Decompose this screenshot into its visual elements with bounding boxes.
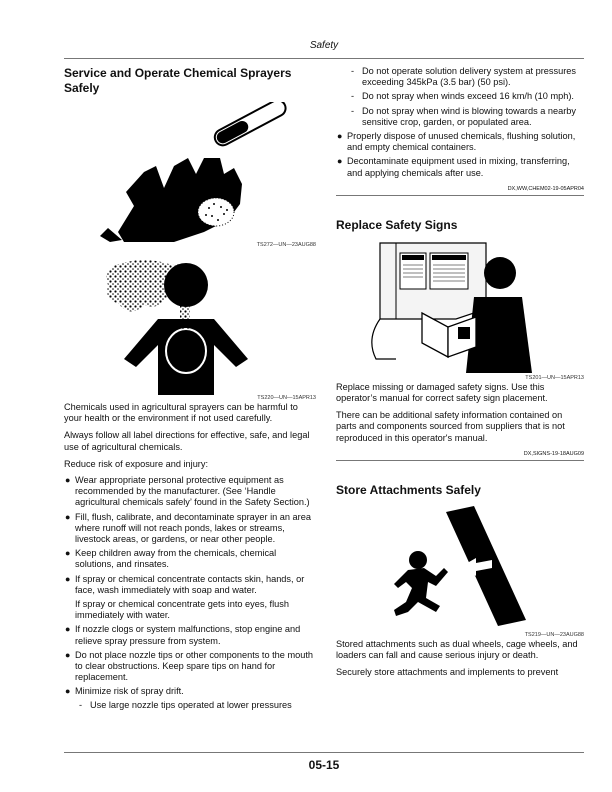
- running-header: Safety: [309, 40, 339, 51]
- page-number: 05-15: [308, 758, 340, 772]
- bullet-item: ● Keep children away from the chemicals, chemical solutions, and rinsates.: [65, 548, 277, 570]
- inhalation-figure: [64, 255, 316, 402]
- store-attachments-title: Store Attachments Safely: [336, 482, 481, 497]
- safety-signs-title: Replace Safety Signs: [336, 217, 458, 232]
- safety-bullet-list: [64, 475, 316, 711]
- chemical-inhalation-illustration: [64, 255, 316, 395]
- bullet-subparagraph: If spray or chemical concentrate gets into eyes, flush immediately with water.: [75, 599, 289, 621]
- safety-signs-figure: [336, 239, 584, 382]
- body-paragraph: Replace missing or damaged safety signs. Use this operator’s manual for correct safety sign placement.: [336, 381, 548, 404]
- dash-item: - Do not spray when winds exceed 16 km/h (10 mph).: [351, 91, 574, 102]
- bullet-item: ● Wear appropriate personal protective equipment as recommended by the manufacturer. (See ‘Handle agricultural chemicals safely’ found in the Safety Section.): [65, 475, 310, 508]
- falling-attachment-illustration: [336, 502, 584, 632]
- spray-drift-dash-list: [336, 66, 584, 128]
- body-paragraph: There can be additional safety information contained on parts and components sourced from suppliers that is not reproduced in this operator's manual.: [336, 410, 565, 443]
- bullet-item: ● Properly dispose of unused chemicals, flushing solution, and empty chemical containers.: [337, 131, 576, 153]
- bullet-item: ● Minimize risk of spray drift. - Use large nozzle tips operated at lower pressures: [64, 686, 316, 710]
- bullet-item: ● Fill, flush, calibrate, and decontaminate sprayer in an area where runoff will not reach ponds, lakes or streams, livestock areas, or gardens, or near other people.: [65, 511, 311, 545]
- left-column: [64, 66, 316, 714]
- chemical-on-hand-illustration: [64, 102, 316, 242]
- chemical-sprayers-title: Service and Operate Chemical Sprayers Safely: [64, 66, 292, 95]
- figure-code: TS219—UN—23AUG88: [524, 631, 584, 638]
- store-attachments-figure: [336, 502, 584, 639]
- bullet-item: ● Do not place nozzle tips or other components to the mouth to clear obstructions. Keep spare tips on hand for replacement.: [65, 649, 313, 683]
- reading-manual-illustration: [336, 239, 584, 375]
- dash-item: - Do not operate solution delivery system at pressures exceeding 345kPa (3.5 bar) (50 psi).: [351, 66, 576, 88]
- footer-rule: [64, 752, 584, 753]
- dash-item: - Do not spray when wind is blowing towards a nearby sensitive crop, garden, or populated area.: [351, 105, 576, 127]
- body-paragraph: Reduce risk of exposure and injury:: [64, 458, 209, 469]
- figure-code: TS272—UN—23AUG88: [256, 242, 316, 248]
- chemical-hand-figure: [64, 102, 316, 249]
- header-rule: [64, 58, 584, 59]
- disposal-bullet-list: [336, 131, 584, 179]
- dash-item: - Use large nozzle tips operated at lower pressures: [79, 699, 292, 710]
- body-paragraph: Always follow all label directions for effective, safe, and legal use of agricultural chemicals.: [64, 430, 310, 452]
- body-paragraph: Stored attachments such as dual wheels, cage wheels, and loaders can fall and cause serious injury or death.: [336, 638, 578, 661]
- bullet-item: ● Decontaminate equipment used in mixing, transferring, and applying chemicals after use.: [337, 156, 570, 178]
- figure-code: TS220—UN—15APR13: [257, 395, 316, 401]
- figure-code: TS201—UN—15APR13: [525, 374, 584, 381]
- body-paragraph: Securely store attachments and implements to prevent: [336, 667, 559, 678]
- reference-code: DX,SIGNS-19-18AUG09: [523, 450, 584, 457]
- section-rule: [336, 460, 584, 461]
- bullet-item: ● If spray or chemical concentrate contacts skin, hands, or face, wash immediately with soap and water. If spray or chemical concentrate gets into eyes, flush immediately with water.: [64, 574, 316, 622]
- section-rule: [336, 195, 584, 196]
- body-paragraph: Chemicals used in agricultural sprayers can be harmful to your health or the environment if not used carefully.: [64, 402, 298, 424]
- right-column: [336, 66, 584, 678]
- reference-code: DX,WW,CHEM02-19-05APR04: [507, 185, 584, 192]
- bullet-item: ● If nozzle clogs or system malfunctions, stop engine and relieve spray pressure from system.: [65, 624, 301, 646]
